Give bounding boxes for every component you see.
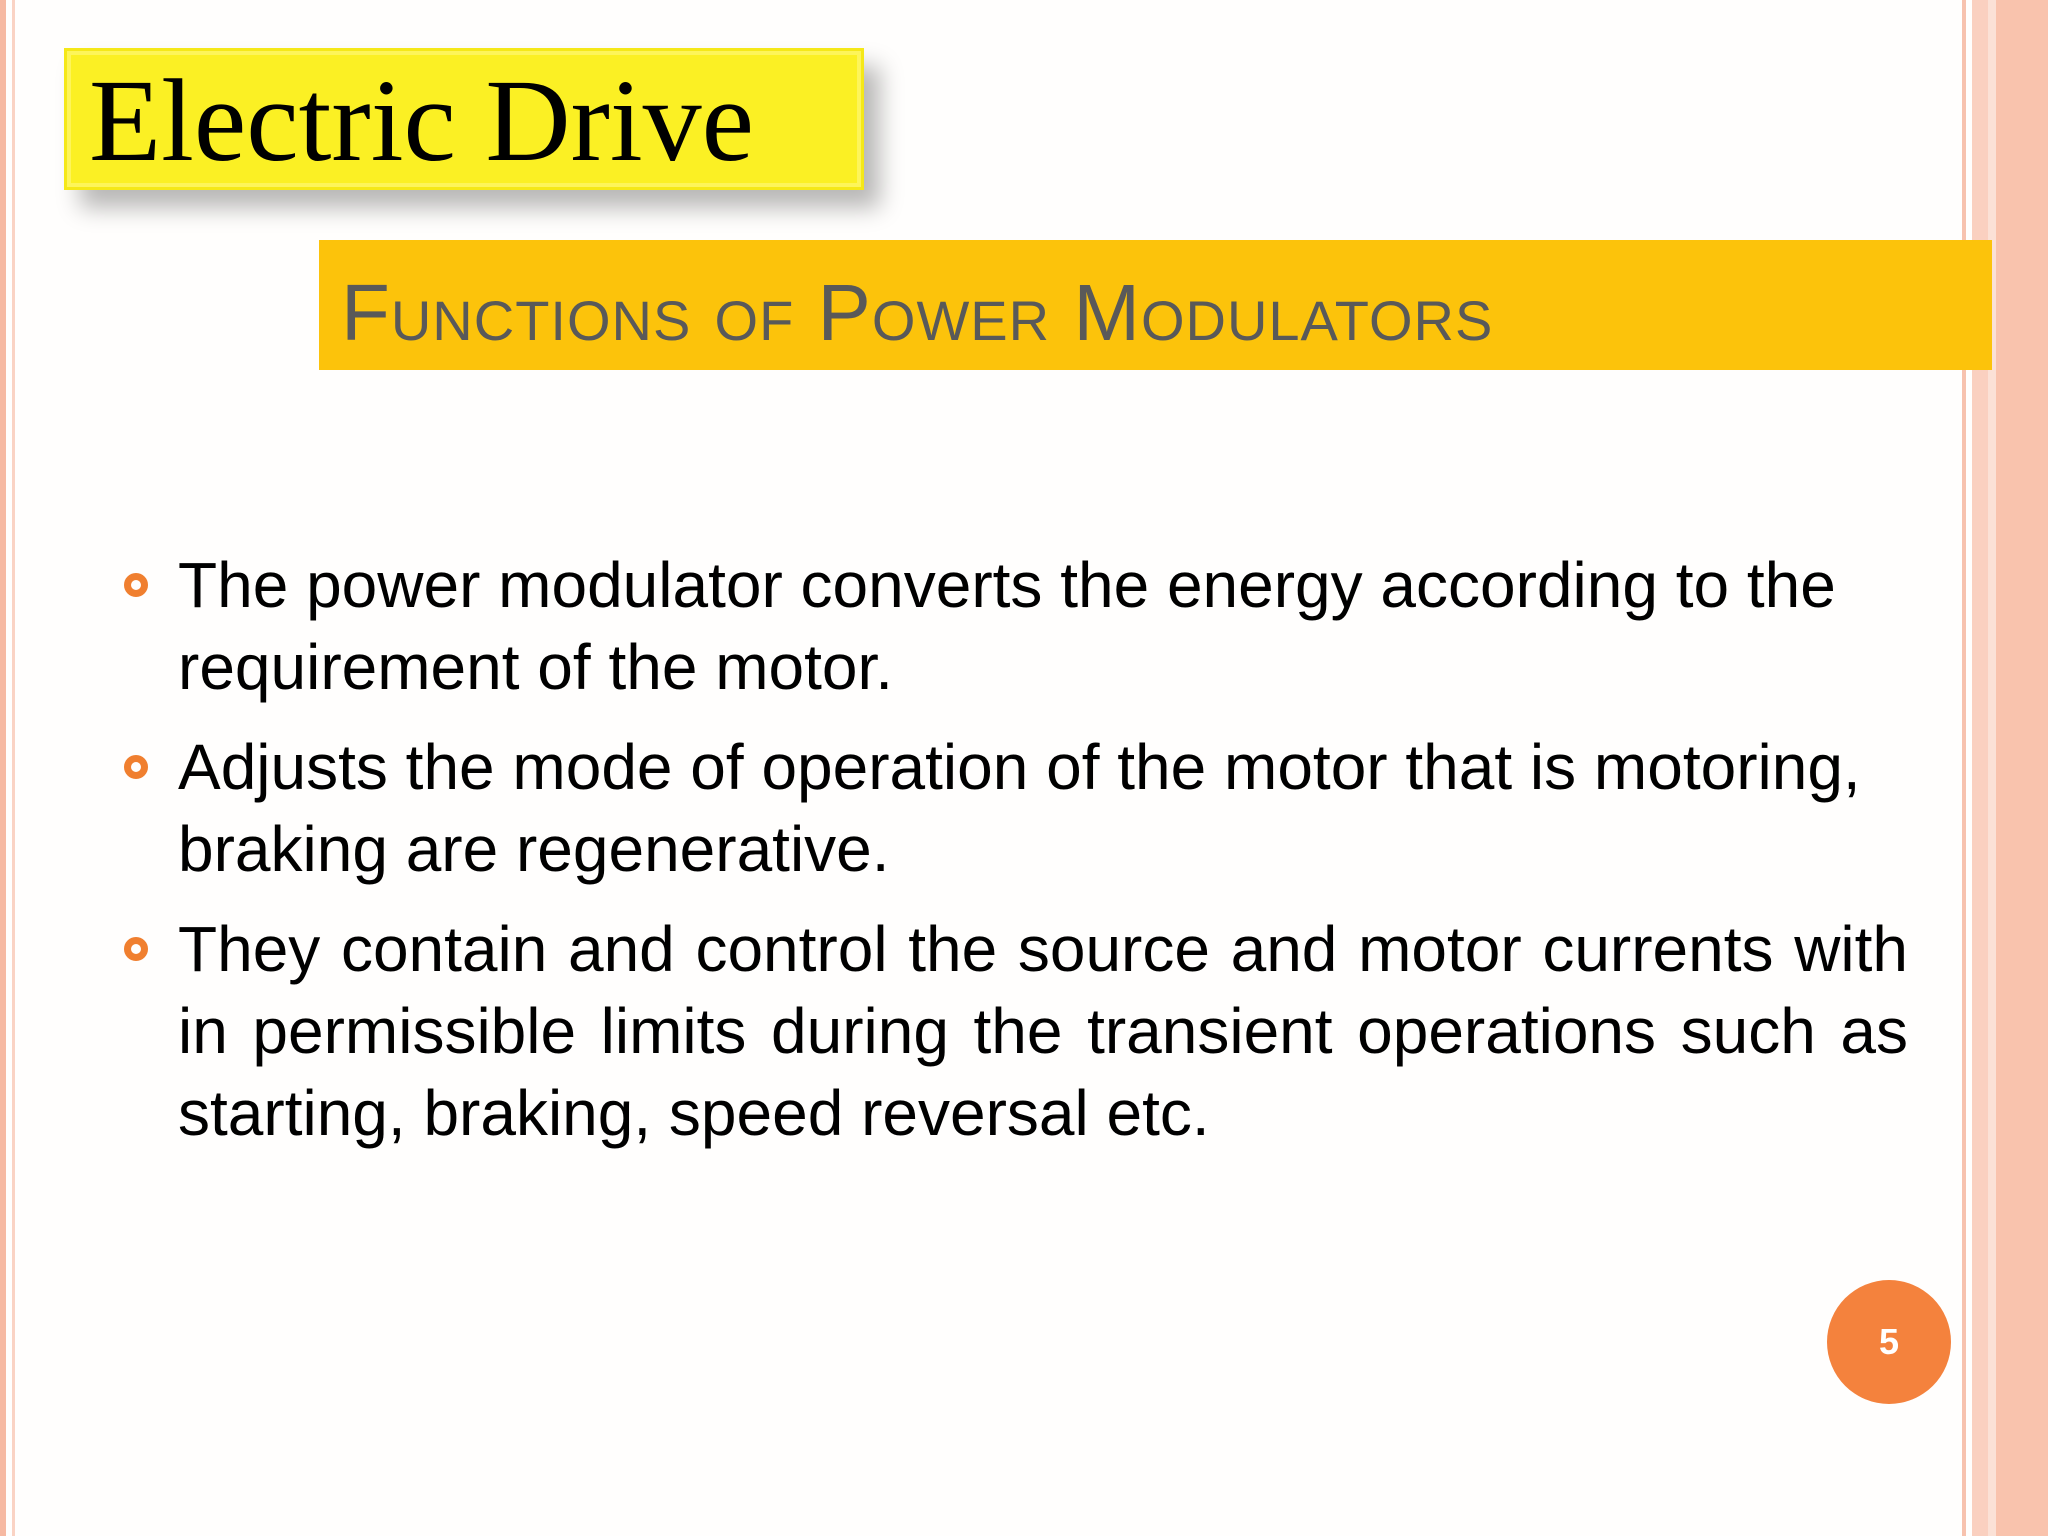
bullet-item — [118, 908, 1908, 1154]
title-box — [64, 48, 864, 190]
slide-title: Electric Drive — [89, 55, 755, 186]
bullet-item — [118, 544, 1908, 708]
page-number-badge: 5 — [1827, 1280, 1951, 1404]
bullet-text: They contain and control the source and motor currents with in permissible limits during the transient operations such as starting, braking, speed reversal etc. — [178, 913, 1908, 1149]
bullet-list — [118, 544, 1908, 1172]
left-border-stripe-thin — [12, 0, 15, 1536]
bullet-text: The power modulator converts the energy according to the requirement of the motor. — [178, 549, 1836, 703]
bullet-text: Adjusts the mode of operation of the motor that is motoring, braking are regenerative. — [178, 731, 1861, 885]
right-border-stripe-wide — [1996, 0, 2048, 1536]
bullet-item — [118, 726, 1908, 890]
right-border-stripe-thin — [1962, 0, 1966, 1536]
hollow-circle-bullet-icon — [124, 937, 148, 961]
slide-subtitle: Functions of Power Modulators — [341, 268, 1494, 357]
right-border-stripe — [1972, 0, 1988, 1536]
subtitle-bar — [319, 240, 1992, 370]
left-border-stripe — [0, 0, 6, 1536]
right-border-stripe-light — [1988, 0, 1996, 1536]
hollow-circle-bullet-icon — [124, 573, 148, 597]
hollow-circle-bullet-icon — [124, 755, 148, 779]
